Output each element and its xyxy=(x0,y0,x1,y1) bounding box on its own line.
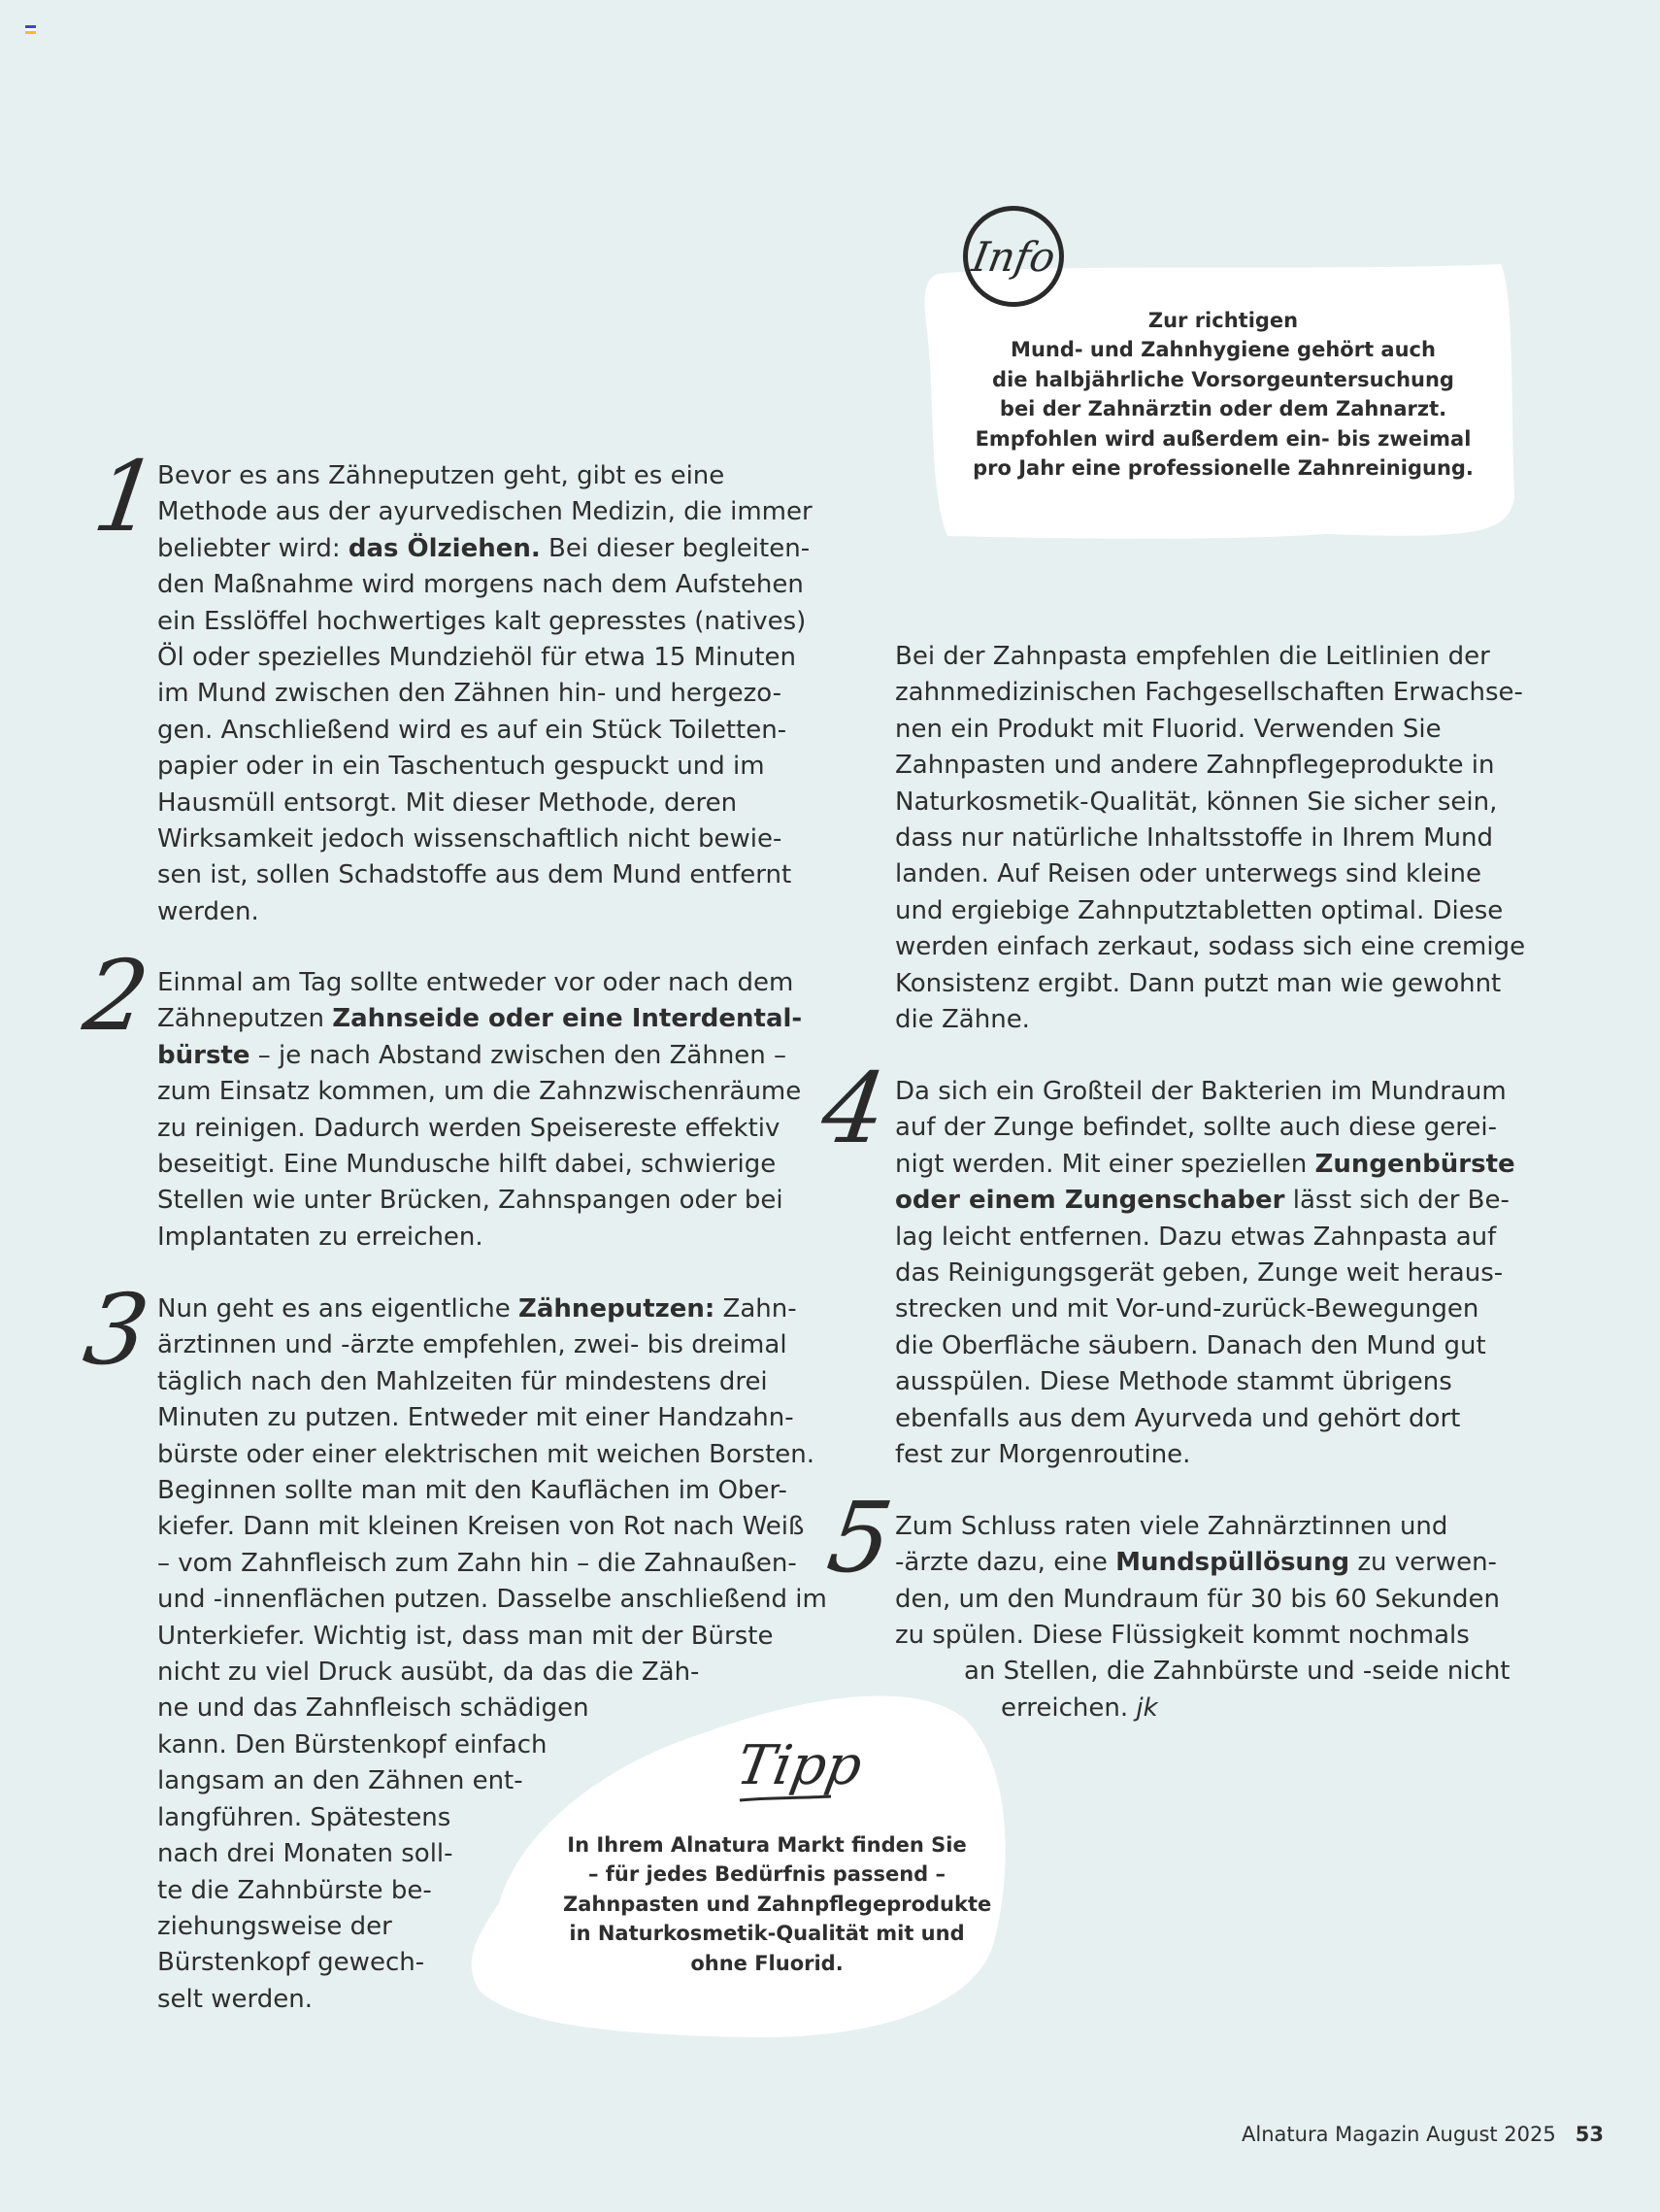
section-3-text: Nun geht es ans eigentliche Zähneputzen: Zahn- ärztinnen und -ärzte empfehlen, zwei- bis dreimal täglich nach den Mahlzeiten für mindestens drei Minuten zu putzen. Entweder mit einer Handzahn- bürste oder einer elektrischen mit weichen Borsten. Beginnen sollte man mit den Kauflächen im Ober- kiefer. Dann mit kleinen Kreisen von Rot nach Weiß – vom Zahnfleisch zum Zahn hin – die Zahnaußen- und -innenflächen putzen. Dasselbe anschließend im Unterkiefer. Wichtig ist, dass man mit der Bürste nicht zu viel Druck ausübt, da das die Zäh- ne und das Zahnfleisch schädigen kann. Den Bürstenkopf einfach langsam an den Zähnen ent- langführen. Spätestens nach drei Monaten soll- te die Zahnbürste be- ziehungsweise der Bürstenkopf gewech- selt werden. xyxy=(157,1294,827,2014)
author-initials: jk xyxy=(1136,1693,1158,1723)
section-1-text: Bevor es ans Zähneputzen geht, gibt es eine Methode aus der ayurvedischen Medizin, die immer beliebter wird: das Ölziehen. Bei dieser begleiten- den Maßnahme wird morgens nach dem Aufstehen ein Esslöffel hochwertiges kalt gepresstes (natives) Öl oder spezielles Mundziehöl für etwa 15 Minuten im Mund zwischen den Zähnen hin- und hergezo- gen. Anschließend wird es auf ein Stück Toiletten- papier oder in ein Taschentuch gespuckt und im Hausmüll entsorgt. Mit dieser Methode, deren Wirksamkeit jedoch wissenschaftlich nicht bewie- sen ist, sollen Schadstoffe aus dem Mund entfernt werden. xyxy=(157,461,813,926)
tipp-label: Tipp xyxy=(732,1734,867,1797)
toothpaste-text: Bei der Zahnpasta empfehlen die Leitlinien der zahnmedizinischen Fachgesellschaften Erwachse- nen ein Produkt mit Fluorid. Verwenden Sie Zahnpasten und andere Zahnpflegeprodukte in Naturkosmetik-Qualität, können Sie sicher sein, dass nur natürliche Inhaltsstoffe in Ihrem Mund landen. Auf Reisen oder unterwegs sind kleine und ergiebige Zahnputztabletten optimal. Diese werden einfach zerkaut, sodass sich eine cremige Konsistenz ergibt. Dann putzt man wie gewohnt die Zähne. xyxy=(895,642,1526,1035)
tipp-text: In Ihrem Alnatura Markt finden Sie – für jedes Bedürfnis passend – Zahnpasten und Zahnpflegeprodukte in Naturkosmetik-Qualität mit und ohne Fluorid. xyxy=(563,1833,992,1975)
info-badge xyxy=(963,206,1064,307)
section-2-highlight: Zahnseide oder eine Interdental- bürste xyxy=(157,1004,803,1070)
section-number-5: 5 xyxy=(820,1481,899,1594)
section-3-highlight: Zähneputzen: xyxy=(518,1294,715,1324)
section-number-2: 2 xyxy=(77,939,155,1053)
flag-icon xyxy=(25,25,36,34)
section-number-1: 1 xyxy=(86,440,165,553)
info-text: Zur richtigen Mund- und Zahnhygiene gehört auch die halbjährliche Vorsorgeuntersuchung bei der Zahnärztin oder dem Zahnarzt. Empfohlen wird außerdem ein- bis zweimal pro Jahr eine professionelle Zahnreinigung. xyxy=(973,309,1474,481)
section-2-text: Einmal am Tag sollte entweder vor oder nach dem Zähneputzen Zahnseide oder eine Interdental- bürste – je nach Abstand zwischen den Zähnen – zum Einsatz kommen, um die Zahnzwischenräume zu reinigen. Dadurch werden Speisereste effektiv beseitigt. Eine Mundusche hilft dabei, schwierige Stellen wie unter Brücken, Zahnspangen oder bei Implantaten zu erreichen. xyxy=(157,968,803,1252)
magazine-name: Alnatura Magazin August 2025 xyxy=(1242,2123,1556,2146)
section-4-highlight: Zungenbürste oder einem Zungenschaber xyxy=(895,1149,1515,1216)
section-4-text: Da sich ein Großteil der Bakterien im Mundraum auf der Zunge befindet, sollte auch diese gerei- nigt werden. Mit einer speziellen Zungenbürste oder einem Zungenschaber lässt sich der Be- lag leicht entfernen. Dazu etwas Zahnpasta auf das Reinigungsgerät geben, Zunge weit heraus- strecken und mit Vor-und-zurück-Bewegungen die Oberfläche säubern. Danach den Mund gut ausspülen. Diese Methode stammt übrigens ebenfalls aus dem Ayurveda und gehört dort fest zur Morgenroutine. xyxy=(895,1077,1515,1470)
section-5-text-line-indented: an Stellen, die Zahnbürste und -seide nicht xyxy=(964,1657,1511,1686)
section-5-text-last-line: erreichen. jk xyxy=(1001,1693,1158,1723)
page-footer xyxy=(1242,2123,1604,2146)
section-number-3: 3 xyxy=(77,1273,155,1387)
section-number-4: 4 xyxy=(814,1052,893,1165)
section-5-highlight: Mundspüllösung xyxy=(1115,1548,1350,1578)
page-number: 53 xyxy=(1575,2123,1604,2146)
section-1-highlight: das Ölziehen. xyxy=(348,533,541,563)
info-label: Info xyxy=(968,232,1059,281)
section-5-text: Zum Schluss raten viele Zahnärztinnen und -ärzte dazu, eine Mundspüllösung zu verwen- den, um den Mundraum für 30 bis 60 Sekunden zu spülen. Diese Flüssigkeit kommt nochmals xyxy=(895,1512,1500,1651)
